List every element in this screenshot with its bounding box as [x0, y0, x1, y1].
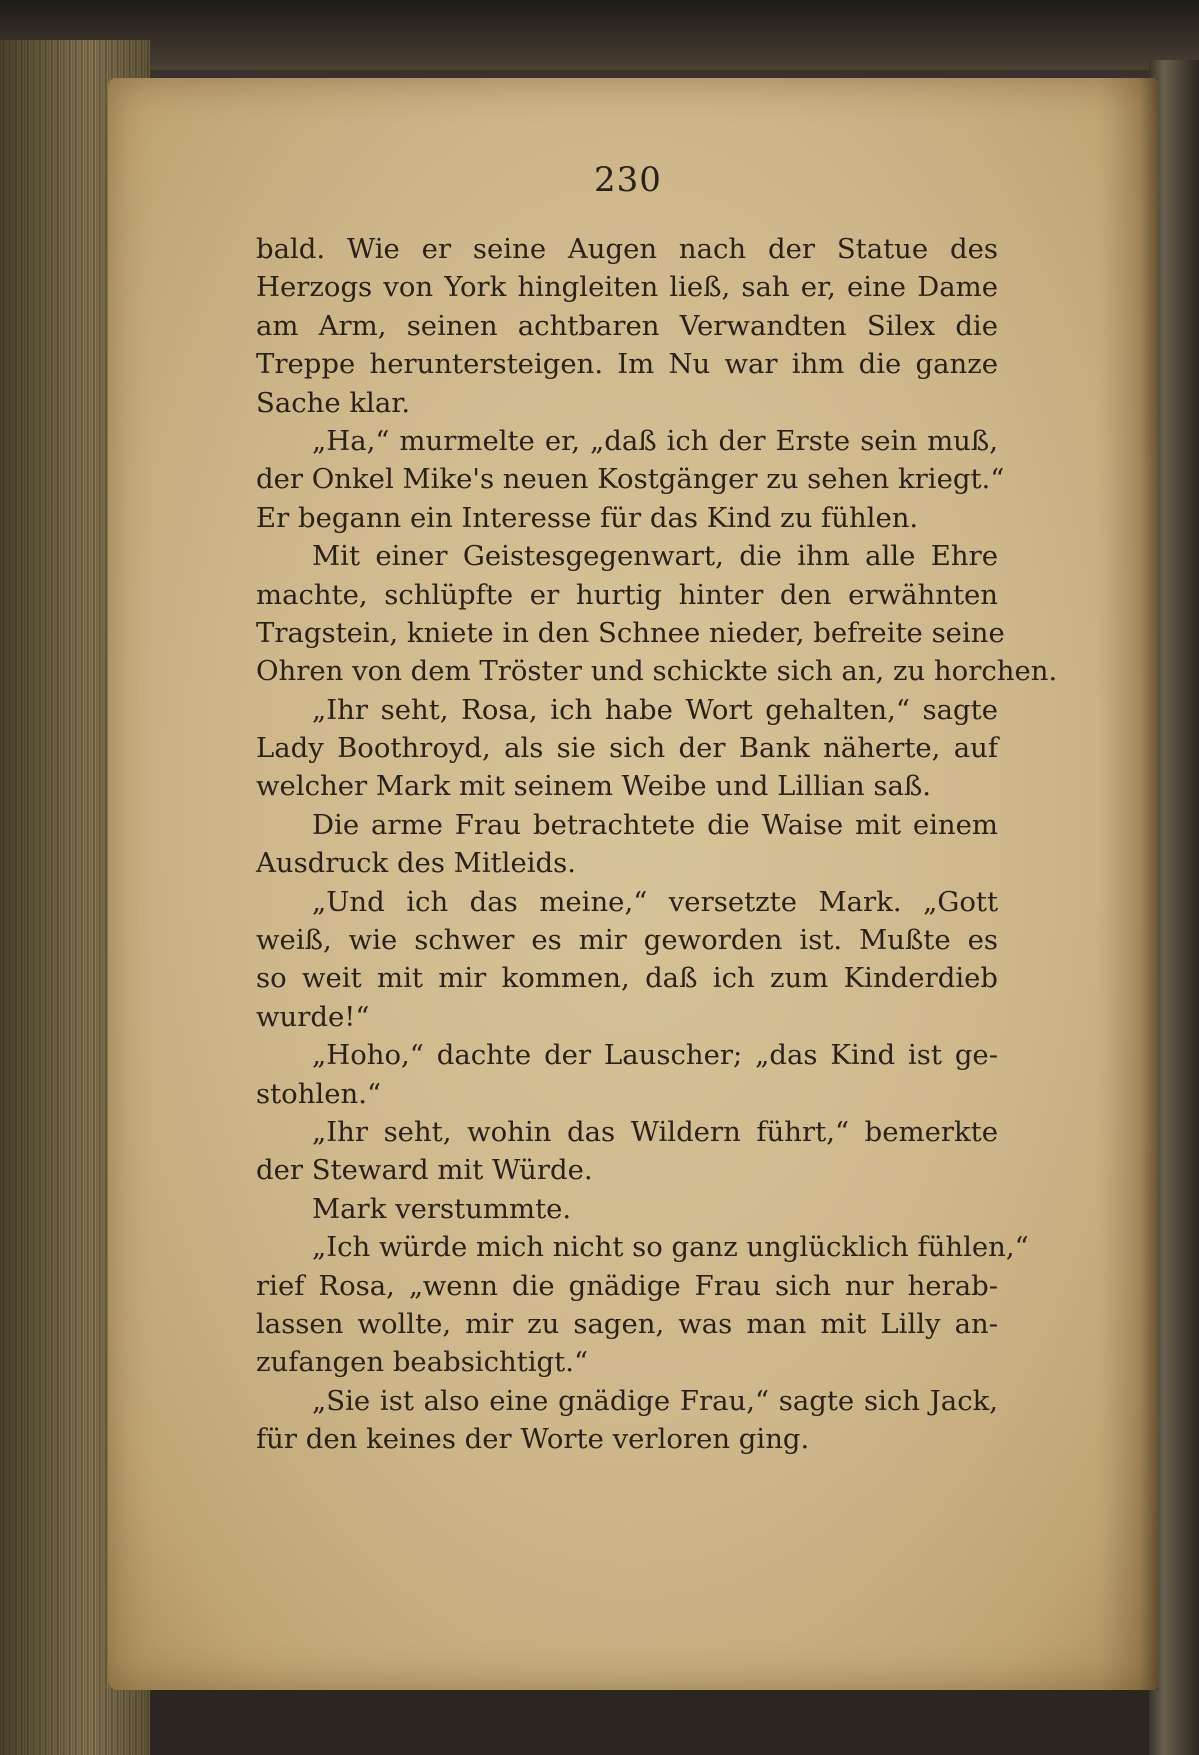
text-line: Ohren von dem Tröster und schickte sich an, zu horchen. [256, 655, 1058, 688]
text-line: „Ha,“ murmelte er, „daß ich der Erste sein muß, [312, 424, 998, 457]
text-line: „Ich würde mich nicht so ganz unglücklich fühlen,“ [312, 1231, 1029, 1264]
page-spine-shadow [1098, 78, 1158, 1690]
page-text [256, 230, 1058, 1459]
text-line: „Ihr seht, wohin das Wildern führt,“ bemerkte [312, 1115, 998, 1148]
text-line: zufangen beabsichtigt.“ [256, 1346, 589, 1379]
text-line: Er begann ein Interesse für das Kind zu fühlen. [256, 501, 919, 534]
text-line: Mit einer Geistesgegenwart, die ihm alle Ehre [312, 540, 998, 573]
text-line: „Hoho,“ dachte der Lauscher; „das Kind ist ge- [312, 1039, 998, 1072]
text-line: welcher Mark mit seinem Weibe und Lillian saß. [256, 770, 932, 803]
text-line: Lady Boothroyd, als sie sich der Bank näherte, auf [256, 732, 998, 765]
text-line: Die arme Frau betrachtete die Waise mit einem [312, 808, 998, 841]
text-line: stohlen.“ [256, 1077, 382, 1110]
text-line: so weit mit mir kommen, daß ich zum Kinderdieb [256, 962, 998, 995]
text-line: lassen wollte, mir zu sagen, was man mit Lilly an- [256, 1307, 998, 1340]
text-line: Treppe heruntersteigen. Im Nu war ihm die ganze [256, 348, 998, 381]
book-page [108, 78, 1158, 1690]
text-line: „Sie ist also eine gnädige Frau,“ sagte sich Jack, [312, 1384, 998, 1417]
text-line: „Ihr seht, Rosa, ich habe Wort gehalten,“ sagte [312, 693, 998, 726]
text-line: Sache klar. [256, 386, 411, 419]
text-line: weiß, wie schwer es mir geworden ist. Mußte es [256, 924, 998, 957]
text-line: am Arm, seinen achtbaren Verwandten Silex die [256, 309, 998, 342]
text-line: wurde!“ [256, 1000, 370, 1033]
text-line: der Steward mit Würde. [256, 1154, 593, 1187]
text-line: „Und ich das meine,“ versetzte Mark. „Gott [312, 885, 998, 918]
text-line: der Onkel Mike's neuen Kostgänger zu sehen kriegt.“ [256, 463, 1005, 496]
text-line: rief Rosa, „wenn die gnädige Frau sich nur herab- [256, 1269, 998, 1302]
text-line: Herzogs von York hingleiten ließ, sah er, eine Dame [256, 271, 998, 304]
text-line: Mark verstummte. [312, 1192, 572, 1225]
text-line: Tragstein, kniete in den Schnee nieder, befreite seine [256, 616, 1005, 649]
book-cover-top [0, 0, 1199, 70]
text-line: bald. Wie er seine Augen nach der Statue des [256, 233, 998, 265]
page-number: 230 [594, 160, 662, 200]
text-line: machte, schlüpfte er hurtig hinter den erwähnten [256, 578, 998, 611]
text-line: Ausdruck des Mitleids. [256, 847, 577, 880]
text-line: für den keines der Worte verloren ging. [256, 1423, 810, 1456]
